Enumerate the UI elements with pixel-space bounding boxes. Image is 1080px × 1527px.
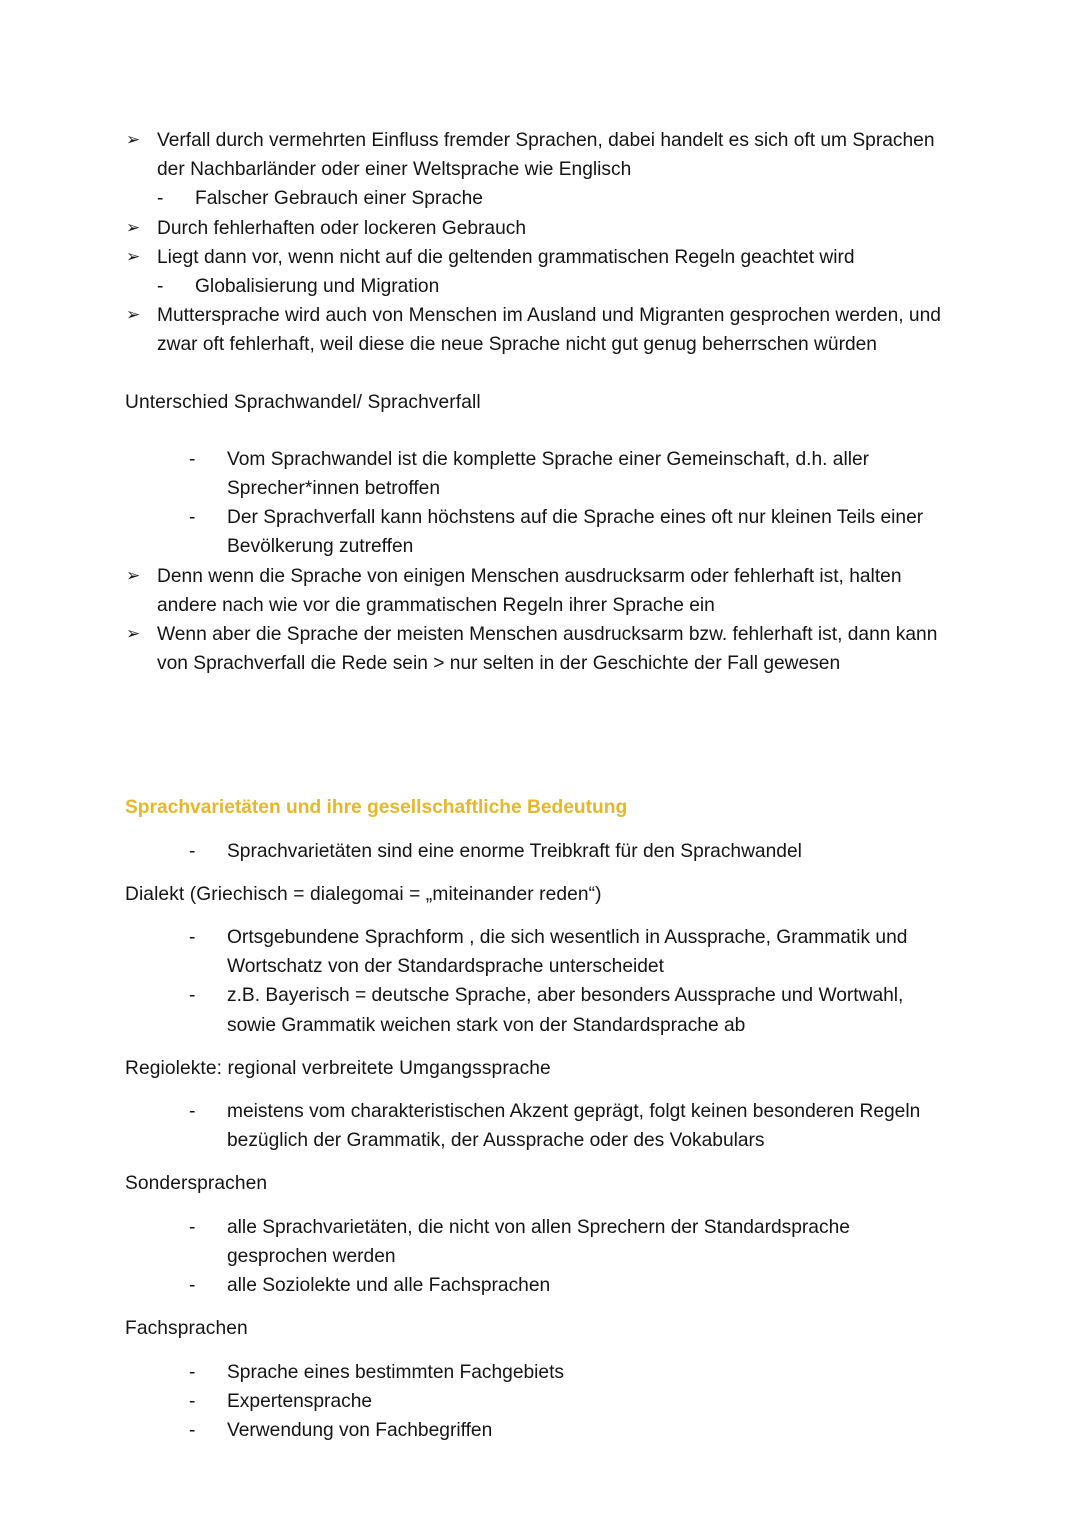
arrow-bullet-icon: ➢ xyxy=(126,305,141,326)
list-item xyxy=(125,1416,955,1445)
dash-bullet-icon: - xyxy=(189,927,196,949)
list-item xyxy=(125,981,955,1039)
subheading-regiolekte: Regiolekte: regional verbreitete Umgangssprache xyxy=(125,1057,551,1079)
list-item-text: Denn wenn die Sprache von einigen Menschen ausdrucksarm oder fehlerhaft ist, halten andere nach wie vor die grammatischen Regeln ihrer Sprache ein xyxy=(157,565,902,616)
dash-bullet-icon: - xyxy=(189,1216,196,1238)
bullet-list-unterschied xyxy=(125,445,955,562)
list-item xyxy=(125,923,955,981)
list-item-text: z.B. Bayerisch = deutsche Sprache, aber besonders Aussprache und Wortwahl, sowie Grammatik weichen stark von der Standardsprache ab xyxy=(227,985,904,1036)
spacer xyxy=(125,1155,955,1169)
list-item-text: Verwendung von Fachbegriffen xyxy=(227,1419,493,1441)
list-item xyxy=(125,1271,955,1300)
list-item-text: Expertensprache xyxy=(227,1390,373,1412)
sub-bullet-list xyxy=(125,272,955,301)
dash-bullet-icon: - xyxy=(189,1275,196,1297)
spacer xyxy=(125,823,955,837)
list-item-text: Wenn aber die Sprache der meisten Menschen ausdrucksarm bzw. fehlerhaft ist, dann kann von Sprachverfall die Rede sein > nur selten in der Geschichte der Fall gewesen xyxy=(157,624,938,675)
spacer xyxy=(125,1083,955,1097)
list-item-text: Sprache eines bestimmten Fachgebiets xyxy=(227,1361,565,1383)
list-item-text: meistens vom charakteristischen Akzent geprägt, folgt keinen besonderen Regeln bezüglich der Grammatik, der Aussprache oder des Vokabulars xyxy=(227,1101,921,1152)
list-item-text: Liegt dann vor, wenn nicht auf die geltenden grammatischen Regeln geachtet wird xyxy=(157,246,855,268)
dash-bullet-icon: - xyxy=(157,188,164,210)
list-item xyxy=(125,1097,955,1155)
list-item xyxy=(125,445,955,503)
list-item xyxy=(125,620,955,678)
bullet-list-sprachverfall xyxy=(125,126,955,360)
list-item xyxy=(125,1213,955,1271)
subheading-sondersprachen: Sondersprachen xyxy=(125,1173,268,1195)
list-item-text: Vom Sprachwandel ist die komplette Sprache einer Gemeinschaft, d.h. aller Sprecher*innen betroffen xyxy=(227,448,870,500)
subheading-fachsprachen: Fachsprachen xyxy=(125,1318,248,1340)
section-spacer xyxy=(125,678,955,793)
list-item xyxy=(125,272,955,301)
bullet-list-sprachvarietaeten xyxy=(125,837,955,866)
list-item xyxy=(125,126,955,184)
spacer xyxy=(125,360,955,388)
list-item xyxy=(125,503,955,561)
spacer xyxy=(125,1300,955,1314)
list-item-text: Verfall durch vermehrten Einfluss fremder Sprachen, dabei handelt es sich oft um Sprachen der Nachbarländer oder einer Weltsprache wie Englisch xyxy=(157,130,935,181)
arrow-bullet-icon: ➢ xyxy=(126,246,141,267)
dash-bullet-icon: - xyxy=(189,985,196,1007)
list-item xyxy=(125,562,955,620)
list-item xyxy=(125,214,955,243)
list-item-text: Sprachvarietäten sind eine enorme Treibkraft für den Sprachwandel xyxy=(227,840,802,862)
bullet-list-dialekt xyxy=(125,923,955,1040)
list-item xyxy=(125,301,955,359)
list-item-text: Der Sprachverfall kann höchstens auf die Sprache eines oft nur kleinen Teils einer Bevölkerung zutreffen xyxy=(227,507,924,558)
spacer xyxy=(125,1199,955,1213)
list-item-text: Globalisierung und Migration xyxy=(195,276,440,298)
spacer xyxy=(125,1040,955,1054)
arrow-bullet-icon: ➢ xyxy=(126,130,141,150)
list-item xyxy=(125,184,955,213)
arrow-bullet-icon: ➢ xyxy=(126,624,141,645)
spacer xyxy=(125,1344,955,1358)
dash-bullet-icon: - xyxy=(189,1390,196,1412)
list-item-text: alle Soziolekte und alle Fachsprachen xyxy=(227,1275,551,1297)
spacer xyxy=(125,417,955,445)
arrow-bullet-icon: ➢ xyxy=(126,217,141,238)
subheading-unterschied: Unterschied Sprachwandel/ Sprachverfall xyxy=(125,391,481,413)
document-body xyxy=(125,126,955,1445)
list-item xyxy=(125,1387,955,1416)
sub-bullet-list xyxy=(125,184,955,213)
list-item xyxy=(125,837,955,866)
list-item-text: alle Sprachvarietäten, die nicht von allen Sprechern der Standardsprache gesprochen werden xyxy=(227,1216,850,1267)
list-item xyxy=(125,1358,955,1387)
list-item-text: Durch fehlerhaften oder lockeren Gebrauch xyxy=(157,217,527,239)
arrow-bullet-icon: ➢ xyxy=(126,565,141,586)
bullet-list-sondersprachen xyxy=(125,1213,955,1301)
spacer xyxy=(125,909,955,923)
dash-bullet-icon: - xyxy=(157,276,164,298)
bullet-list-regiolekte xyxy=(125,1097,955,1155)
list-item-text: Ortsgebundene Sprachform , die sich wesentlich in Aussprache, Grammatik und Wortschatz von der Standardsprache unterscheidet xyxy=(227,927,908,978)
dash-bullet-icon: - xyxy=(189,840,196,862)
section-heading-sprachvarietaeten: Sprachvarietäten und ihre gesellschaftliche Bedeutung xyxy=(125,797,628,819)
list-item-text: Muttersprache wird auch von Menschen im Ausland und Migranten gesprochen werden, und zwar oft fehlerhaft, weil diese die neue Sprache nicht gut genug beherrschen würden xyxy=(157,305,941,356)
subheading-dialekt: Dialekt (Griechisch = dialegomai = „miteinander reden“) xyxy=(125,883,602,905)
spacer xyxy=(125,866,955,880)
dash-bullet-icon: - xyxy=(189,1361,196,1383)
bullet-list-schlussfolgerung xyxy=(125,562,955,679)
dash-bullet-icon: - xyxy=(189,507,196,529)
dash-bullet-icon: - xyxy=(189,1101,196,1123)
list-item-text: Falscher Gebrauch einer Sprache xyxy=(195,188,483,210)
dash-bullet-icon: - xyxy=(189,448,196,470)
list-item xyxy=(125,243,955,272)
dash-bullet-icon: - xyxy=(189,1419,196,1441)
bullet-list-fachsprachen xyxy=(125,1358,955,1446)
